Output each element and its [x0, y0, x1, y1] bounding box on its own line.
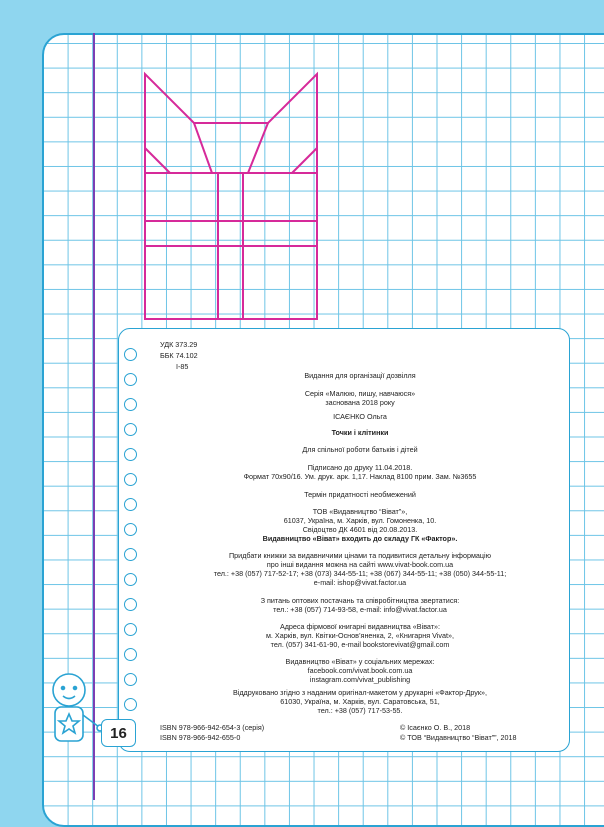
- binder-ring-icon: [124, 648, 137, 661]
- binder-ring-icon: [124, 423, 137, 436]
- series-name: Серія «Малюю, пишу, навчаюся»: [304, 389, 416, 398]
- social-line-1: Видавництво «Віват» у соціальних мережах:: [285, 657, 435, 666]
- page-number: 16: [101, 719, 136, 747]
- series-founded: заснована 2018 року: [325, 398, 395, 407]
- binder-ring-icon: [124, 373, 137, 386]
- certificate: Свідоцтво ДК 4601 від 20.08.2013.: [302, 525, 418, 534]
- bbk-code: ББК 74.102: [160, 351, 198, 360]
- binder-ring-icon: [124, 548, 137, 561]
- isbn-series: ISBN 978-966-942-654-3 (серія): [160, 723, 265, 732]
- author-name: ІСАЄНКО Ольга: [333, 412, 387, 421]
- binder-ring-icon: [124, 573, 137, 586]
- wholesale-line-1: З питань оптових постачань та співробітництва звертатися:: [260, 596, 460, 605]
- print-signed-date: Підписано до друку 11.04.2018.: [307, 463, 413, 472]
- author-index: І-85: [176, 362, 189, 371]
- binder-ring-icon: [124, 348, 137, 361]
- bookshop-line-3: тел. (057) 341-61-90, e-mail bookstorevivat@gmail.com: [270, 640, 450, 649]
- wholesale-line-2: тел.: +38 (057) 714-93-58, e-mail: info@vivat.factor.ua: [273, 605, 447, 614]
- binder-ring-icon: [124, 598, 137, 611]
- binder-ring-icon: [124, 673, 137, 686]
- binder-ring-icon: [124, 398, 137, 411]
- binder-ring-icon: [124, 498, 137, 511]
- book-title: Точки і клітинки: [331, 428, 389, 437]
- printer-line-1: Віддруковано згідно з наданим оригінал-макетом у друкарні «Фактор-Друк»,: [232, 688, 488, 697]
- audience-note: Для спільної роботи батьків і дітей: [302, 445, 418, 454]
- group-note: Видавництво «Віват» входить до складу ГК «Фактор».: [262, 534, 458, 543]
- bookshop-line-1: Адреса фірмової книгарні видавництва «Віват»:: [279, 622, 441, 631]
- buy-info-line-2: про інші видання можна на сайті www.vivat-book.com.ua: [266, 560, 454, 569]
- copyright-author: © Ісаєнко О. В., 2018: [400, 723, 471, 732]
- social-line-2: facebook.com/vivat.book.com.ua: [307, 666, 413, 675]
- buy-info-line-4: e-mail: ishop@vivat.factor.ua: [313, 578, 407, 587]
- buy-info-line-3: тел.: +38 (057) 717-52-17; +38 (073) 344-55-11; +38 (067) 344-55-11; +38 (050) 344-55-11;: [213, 569, 507, 578]
- binder-ring-icon: [124, 473, 137, 486]
- buy-info-line-1: Придбати книжки за видавничими цінами та подивитися детальну інформацію: [229, 551, 491, 560]
- publisher-address: 61037, Україна, м. Харків, вул. Гомоненка, 10.: [283, 516, 437, 525]
- print-format: Формат 70x90/16. Ум. друк. арк. 1,17. Наклад 8100 прим. Зам. №3655: [243, 472, 477, 481]
- child-mascot-icon: [53, 674, 103, 741]
- binder-ring-icon: [124, 623, 137, 636]
- isbn-book: ISBN 978-966-942-655-0: [160, 733, 241, 742]
- copyright-publisher: © ТОВ “Видавництво “Віват””, 2018: [400, 733, 517, 742]
- udk-code: УДК 373.29: [160, 340, 198, 349]
- permission-note: Видання для організації дозвілля: [304, 371, 416, 380]
- binder-ring-icon: [124, 698, 137, 711]
- shelf-life: Термін придатності необмежений: [304, 490, 416, 499]
- social-line-3: instagram.com/vivat_publishing: [309, 675, 411, 684]
- binder-ring-icon: [124, 448, 137, 461]
- binder-ring-icon: [124, 523, 137, 536]
- publisher-name: ТОВ «Видавництво “Віват”»,: [312, 507, 408, 516]
- printer-line-2: 61030, Україна, м. Харків, вул. Саратовська, 51,: [280, 697, 440, 706]
- bookshop-line-2: м. Харків, вул. Квітки-Основ’яненка, 2, «Книгарня Vivat»,: [265, 631, 454, 640]
- printer-line-3: тел.: +38 (057) 717-53-55.: [317, 706, 403, 715]
